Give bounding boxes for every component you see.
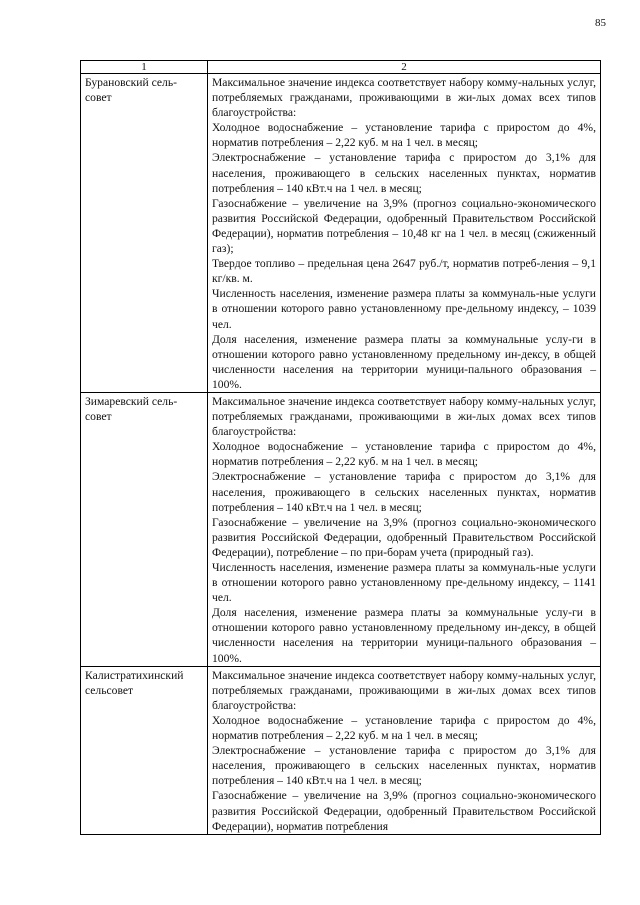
paragraph: Электроснабжение – установление тарифа с приростом до 3,1% для населения, проживающего в сельских населенных пунктах, норматив потребления – 140 кВт.ч на 1 чел. в месяц;	[212, 470, 596, 514]
table-row	[81, 666, 601, 834]
page-number: 85	[595, 17, 606, 29]
data-table	[80, 60, 601, 835]
municipality-name: Калистратихинский сельсовет	[81, 666, 208, 834]
paragraph: Численность населения, изменение размера платы за коммуналь-ные услуги в отношении которого равно установленному пре-дельному индексу, – 1039 чел.	[212, 287, 596, 331]
row-description	[208, 74, 601, 393]
paragraph: Твердое топливо – предельная цена 2647 руб./т, норматив потреб-ления – 9,1 кг/кв. м.	[212, 257, 596, 286]
paragraph: Электроснабжение – установление тарифа с приростом до 3,1% для населения, проживающего в сельских населенных пунктах, норматив потребления – 140 кВт.ч на 1 чел. в месяц;	[212, 744, 596, 788]
column-header-2: 2	[208, 61, 601, 74]
row-description	[208, 666, 601, 834]
paragraph: Холодное водоснабжение – установление тарифа с приростом до 4%, норматив потребления – 2,22 куб. м на 1 чел. в месяц;	[212, 121, 596, 150]
paragraph: Газоснабжение – увеличение на 3,9% (прогноз социально-экономического развития Российской Федерации, одобренный Правительством Российской Федерации), норматив потребления	[212, 789, 596, 833]
paragraph: Максимальное значение индекса соответствует набору комму-нальных услуг, потребляемых гражданами, проживающими в жи-лых домах всех типов благоустройства:	[212, 668, 596, 712]
column-header-1: 1	[81, 61, 208, 74]
paragraph: Максимальное значение индекса соответствует набору комму-нальных услуг, потребляемых гражданами, проживающими в жи-лых домах всех типов благоустройства:	[212, 394, 596, 439]
table-row	[81, 74, 601, 393]
paragraph: Доля населения, изменение размера платы за коммунальные услу-ги в отношении которого равно установленному предельному ин-дексу, в общей численности населения на территории муници-пального образования – 100%.	[212, 332, 596, 391]
table-header-row	[81, 61, 601, 74]
table-row	[81, 392, 601, 666]
paragraph: Газоснабжение – увеличение на 3,9% (прогноз социально-экономического развития Российской Федерации, одобренный Правительством Российской Федерации), норматив потребления – 10,48 кг на 1 чел. в месяц (сжиженный газ);	[212, 196, 596, 256]
row-description	[208, 392, 601, 666]
municipality-name: Бурановский сель- совет	[81, 74, 208, 393]
paragraph: Холодное водоснабжение – установление тарифа с приростом до 4%, норматив потребления – 2,22 куб. м на 1 чел. в месяц;	[212, 440, 596, 469]
paragraph: Численность населения, изменение размера платы за коммуналь-ные услуги в отношении которого равно установленному пре-дельному индексу, – 1141 чел.	[212, 561, 596, 605]
paragraph: Холодное водоснабжение – установление тарифа с приростом до 4%, норматив потребления – 2,22 куб. м на 1 чел. в месяц;	[212, 713, 596, 743]
paragraph: Максимальное значение индекса соответствует набору комму-нальных услуг, потребляемых гражданами, проживающими в жи-лых домах всех типов благоустройства:	[212, 76, 596, 120]
municipality-name: Зимаревский сель- совет	[81, 392, 208, 666]
paragraph: Доля населения, изменение размера платы за коммунальные услу-ги в отношении которого равно установленному предельному ин-дексу, в общей численности населения на территории муници-пального образования – 100%.	[212, 606, 596, 665]
paragraph: Электроснабжение – установление тарифа с приростом до 3,1% для населения, проживающего в сельских населенных пунктах, норматив потребления – 140 кВт.ч на 1 чел. в месяц;	[212, 151, 596, 195]
paragraph: Газоснабжение – увеличение на 3,9% (прогноз социально-экономического развития Российской Федерации, одобренный Правительством Российской Федерации), потребление – по при-борам учета (природный газ).	[212, 515, 596, 559]
